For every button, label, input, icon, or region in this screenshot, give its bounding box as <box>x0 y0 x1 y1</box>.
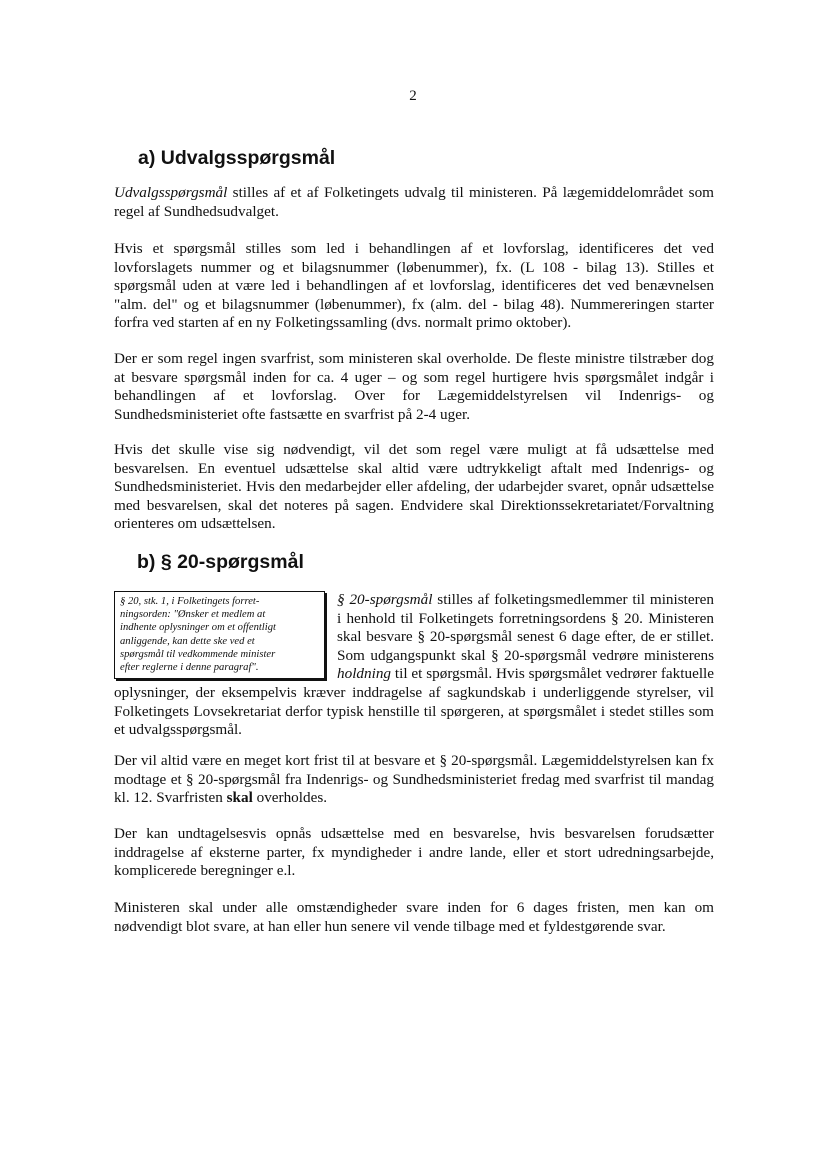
emphasis-holdning: holdning <box>337 665 392 683</box>
section-b-heading: b) § 20-spørgsmål <box>137 551 304 573</box>
paragraph-text: til et spørgsmål. Hvis spørgsmålet vedrører faktuelle oplysninger, der eksempelvis kræver inddragelse af sagkundskab i underliggende styrelser, vil Folketingets Lovsekretariat derfor typisk henstille til spørgeren, at spørgsmålet i stedet stilles som et udvalgsspørgsmål. <box>114 665 714 739</box>
emphasis-skal: skal <box>226 789 253 807</box>
section-a-paragraph-3: Der er som regel ingen svarfrist, som ministeren skal overholde. De fleste ministre tilstræber dog at besvare spørgsmål inden for ca. 4 uger – og som regel hurtigere hvis spørgsmålet indgår i behandlingen af et lovforslag. Over for Lægemiddelstyrelsen vil Indenrigs- og Sundhedsministeriet ofte fastsætte en svarfrist på 2-4 uger. <box>114 350 714 423</box>
section-a-paragraph-4: Hvis det skulle vise sig nødvendigt, vil det som regel være muligt at få udsættelse med besvarelsen. En eventuel udsættelse skal altid være udtrykkeligt aftalt med Indenrigs- og Sundhedsministeriet. Hvis den medarbejder eller afdeling, der udarbejder svaret, opnår udsættelse med besvarelsen, skal det noteres på sagen. Endvidere skal Direktionssekretariatet/Forvaltning orienteres om udsættelsen. <box>114 441 714 533</box>
paragraph-text: overholdes. <box>252 789 328 807</box>
quote-box-line: § 20, stk. 1, i Folketingets forret- <box>120 596 260 607</box>
section-b-paragraph-4: Ministeren skal under alle omstændigheder svare inden for 6 dages fristen, men kan om nødvendigt blot svare, at han eller hun senere vil vende tilbage med et fyldestgørende svar. <box>114 899 714 935</box>
section-b-paragraph-3: Der kan undtagelsesvis opnås udsættelse med en besvarelse, hvis besvarelsen forudsætter inddragelse af eksterne parter, fx myndigheder i andre lande, eller et stort udredningsarbejde, komplicerede beregninger e.l. <box>114 825 714 880</box>
quote-box-line: anliggende, kan dette ske ved et <box>120 635 255 647</box>
section-a-paragraph-2: Hvis et spørgsmål stilles som led i behandlingen af et lovforslag, identificeres det ved lovforslagets nummer og et bilagsnummer (løbenummer), fx. (L 108 - bilag 13). Stilles et spørgsmål uden at være led i behandlingen af et lovforslag, identificeres det ved benævnelsen "alm. del" og et bilagsnummer (løbenummer), fx (alm. del - bilag 48). Nummereringen starter forfra ved starten af en ny Folketingssamling (dvs. normalt primo oktober). <box>114 240 714 332</box>
quote-box-line: efter reglerne i denne paragraf". <box>120 662 259 674</box>
section-b-paragraph-1 <box>114 591 714 740</box>
section-b-paragraph-2 <box>114 752 714 808</box>
paragraph-text: stilles af et af Folketingets udvalg til ministeren. På lægemiddelområdet som regel af Sundhedsudvalget. <box>114 184 714 220</box>
term-20-sporgsmal: § 20-spørgsmål <box>337 591 433 608</box>
quote-box-line: ningsorden: "Ønsker et medlem at <box>120 609 266 621</box>
term-udvalgssporgsmal: Udvalgsspørgsmål <box>114 184 228 201</box>
quote-box-line: spørgsmål til vedkommende minister <box>120 648 276 660</box>
paragraph-text: stilles af folketingsmedlemmer til ministeren i henhold til Folketingets forretningsordens § 20. Ministeren skal besvare § 20-spørgsmål senest 6 dage efter, de er stillet. Som udgangspunkt skal § 20-spørgsmål vedrøre ministerens <box>337 591 714 664</box>
section-a-paragraph-1 <box>114 184 714 221</box>
paragraph-text: Der vil altid være en meget kort frist til at besvare et § 20-spørgsmål. Lægemiddelstyrelsen kan fx modtage et § 20-spørgsmål fra Indenrigs- og Sundhedsministeriet fredag med svarfrist til mandag kl. 12. Svarfristen <box>114 752 714 807</box>
section-a-heading: a) Udvalgsspørgsmål <box>138 147 336 169</box>
quote-box-line: indhente oplysninger om et offentligt <box>120 622 276 634</box>
page-number: 2 <box>409 88 417 104</box>
rules-quote-box <box>114 591 325 679</box>
